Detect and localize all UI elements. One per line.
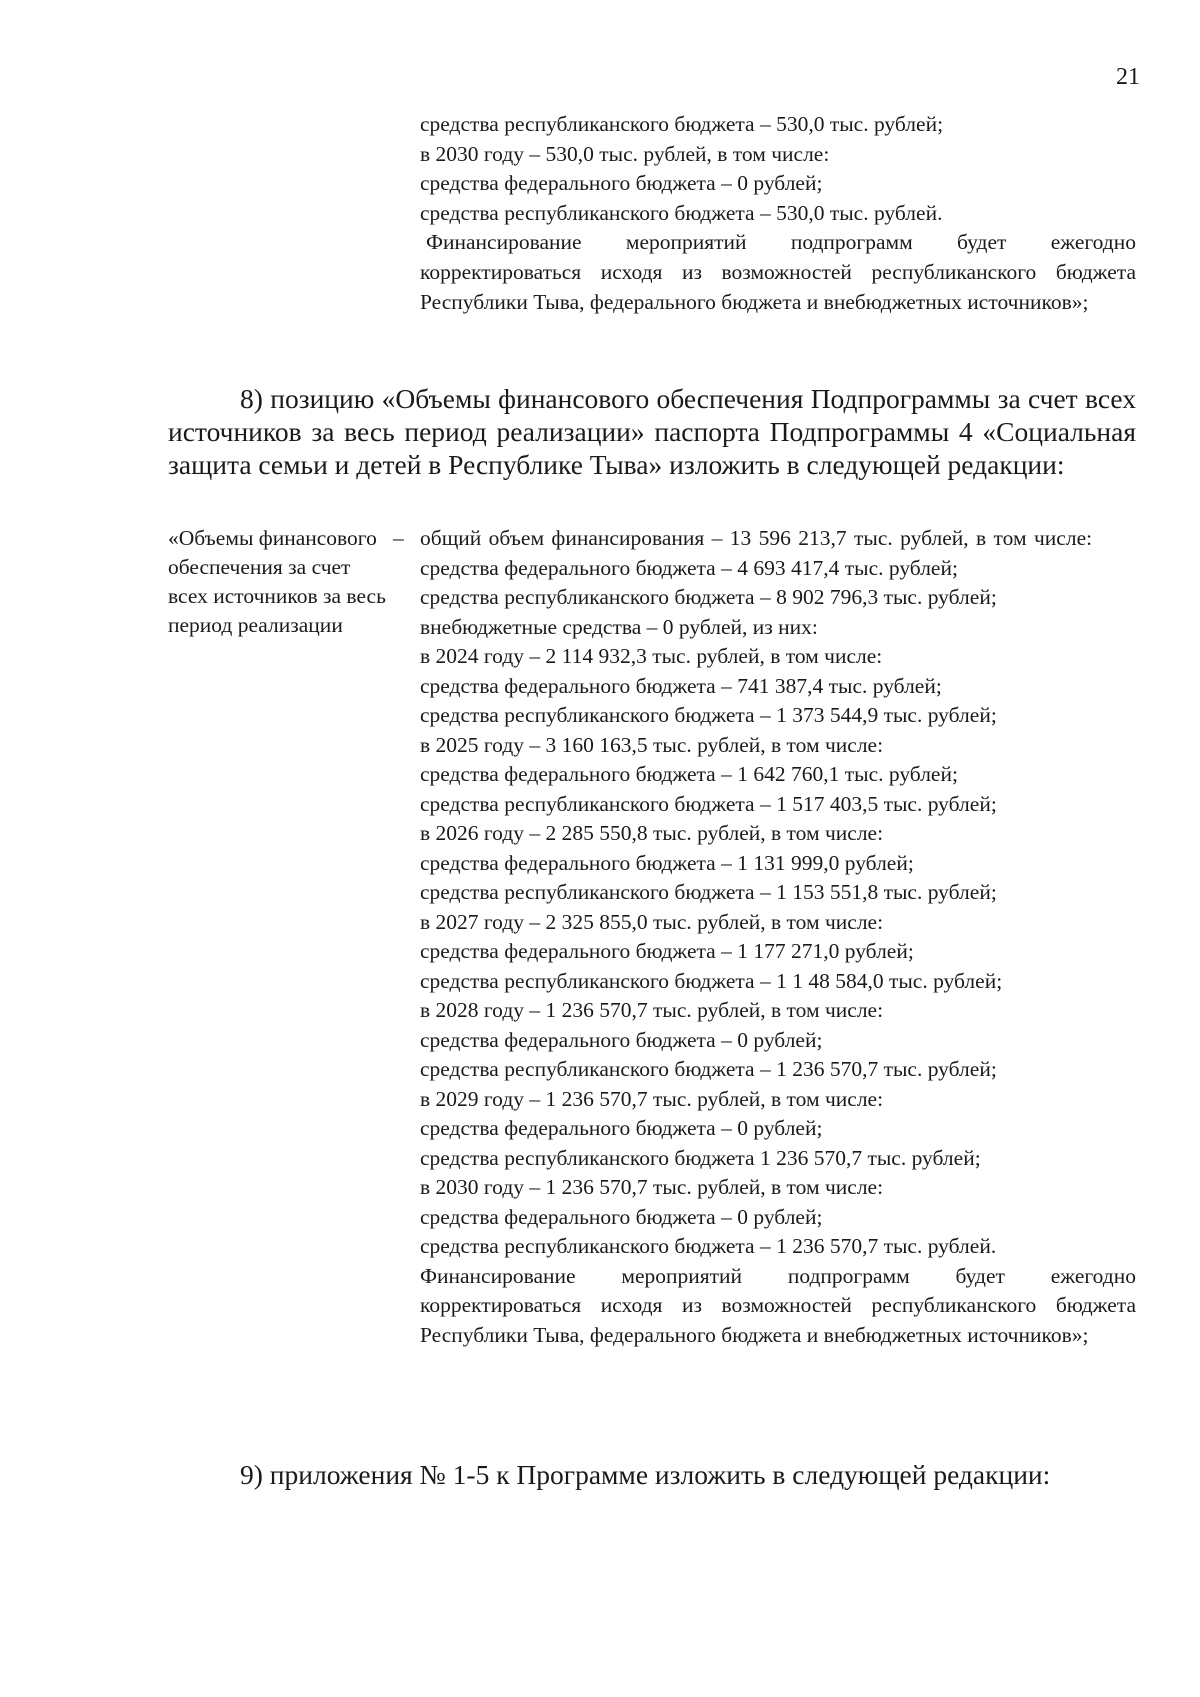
- funding-line: средства республиканского бюджета 1 236 570,7 тыс. рублей;: [420, 1145, 981, 1170]
- funding-line: средства республиканского бюджета – 530,0 тыс. рублей.: [420, 200, 943, 225]
- funding-line: средства федерального бюджета – 1 131 999,0 рублей;: [420, 850, 914, 875]
- funding-line: средства республиканского бюджета – 1 153 551,8 тыс. рублей;: [420, 880, 997, 904]
- top-funding-continuation: [420, 110, 1136, 317]
- funding-line: средства республиканского бюджета – 8 902 796,3 тыс. рублей;: [420, 585, 997, 609]
- funding-line: средства федерального бюджета – 0 рублей;: [420, 171, 823, 196]
- funding-line: средства федерального бюджета – 1 177 271,0 рублей;: [420, 939, 914, 963]
- funding-line: средства республиканского бюджета – 1 236 570,7 тыс. рублей.: [420, 1234, 997, 1258]
- funding-line: в 2030 году – 1 236 570,7 тыс. рублей, в том числе:: [420, 1175, 884, 1199]
- funding-line: средства республиканского бюджета – 1 1 48 584,0 тыс. рублей;: [420, 968, 1003, 993]
- passport-label: «Объемы финансового обеспечения за счет всех источников за весь период реализации: [168, 526, 386, 637]
- funding-line: средства федерального бюджета – 741 387,4 тыс. рублей;: [420, 673, 942, 698]
- funding-line: в 2028 году – 1 236 570,7 тыс. рублей, в том числе:: [420, 998, 884, 1022]
- funding-line: в 2026 году – 2 285 550,8 тыс. рублей, в том числе:: [420, 821, 884, 845]
- funding-line: средства федерального бюджета – 0 рублей;: [420, 1204, 823, 1229]
- funding-line: в 2030 году – 530,0 тыс. рублей, в том числе:: [420, 141, 830, 166]
- funding-line: средства республиканского бюджета – 1 373 544,9 тыс. рублей;: [420, 703, 997, 727]
- funding-line: средства республиканского бюджета – 1 517 403,5 тыс. рублей;: [420, 791, 997, 816]
- funding-note: Финансирование мероприятий подпрограмм будет ежегодно корректироваться исходя из возможностей республиканского бюджета Республики Тыва, федерального бюджета и внебюджетных источников»;: [420, 1263, 1136, 1347]
- funding-line: в 2029 году – 1 236 570,7 тыс. рублей, в том числе:: [420, 1086, 884, 1111]
- funding-line: средства федерального бюджета – 0 рублей;: [420, 1116, 823, 1140]
- item-8-paragraph: 8) позицию «Объемы финансового обеспечения Подпрограммы за счет всех источников за весь период реализации» паспорта Подпрограммы 4 «Социальная защита семьи и детей в Республике Тыва» изложить в следующей редакции:: [168, 383, 1136, 480]
- funding-line: средства федерального бюджета – 1 642 760,1 тыс. рублей;: [420, 762, 958, 786]
- funding-line: внебюджетные средства – 0 рублей, из них:: [420, 614, 818, 639]
- funding-line: в 2027 году – 2 325 855,0 тыс. рублей, в том числе:: [420, 909, 884, 934]
- funding-line: средства республиканского бюджета – 530,0 тыс. рублей;: [420, 112, 944, 136]
- funding-line: в 2025 году – 3 160 163,5 тыс. рублей, в том числе:: [420, 732, 884, 757]
- funding-note: Финансирование мероприятий подпрограмм будет ежегодно корректироваться исходя из возможностей республиканского бюджета Республики Тыва, федерального бюджета и внебюджетных источников»;: [420, 230, 1136, 314]
- funding-line: средства федерального бюджета – 4 693 417,4 тыс. рублей;: [420, 555, 958, 580]
- funding-line: средства республиканского бюджета – 1 236 570,7 тыс. рублей;: [420, 1057, 997, 1081]
- passport-dash: –: [393, 526, 404, 550]
- funding-line: в 2024 году – 2 114 932,3 тыс. рублей, в том числе:: [420, 644, 883, 668]
- page-number: 21: [1116, 64, 1140, 90]
- item-9-paragraph: 9) приложения № 1-5 к Программе изложить в следующей редакции:: [240, 1459, 1051, 1490]
- total-funding-line: общий объем финансирования – 13 596 213,7 тыс. рублей, в том числе:: [420, 526, 1093, 550]
- passport-value: [420, 524, 1136, 1350]
- funding-line: средства федерального бюджета – 0 рублей;: [420, 1027, 823, 1052]
